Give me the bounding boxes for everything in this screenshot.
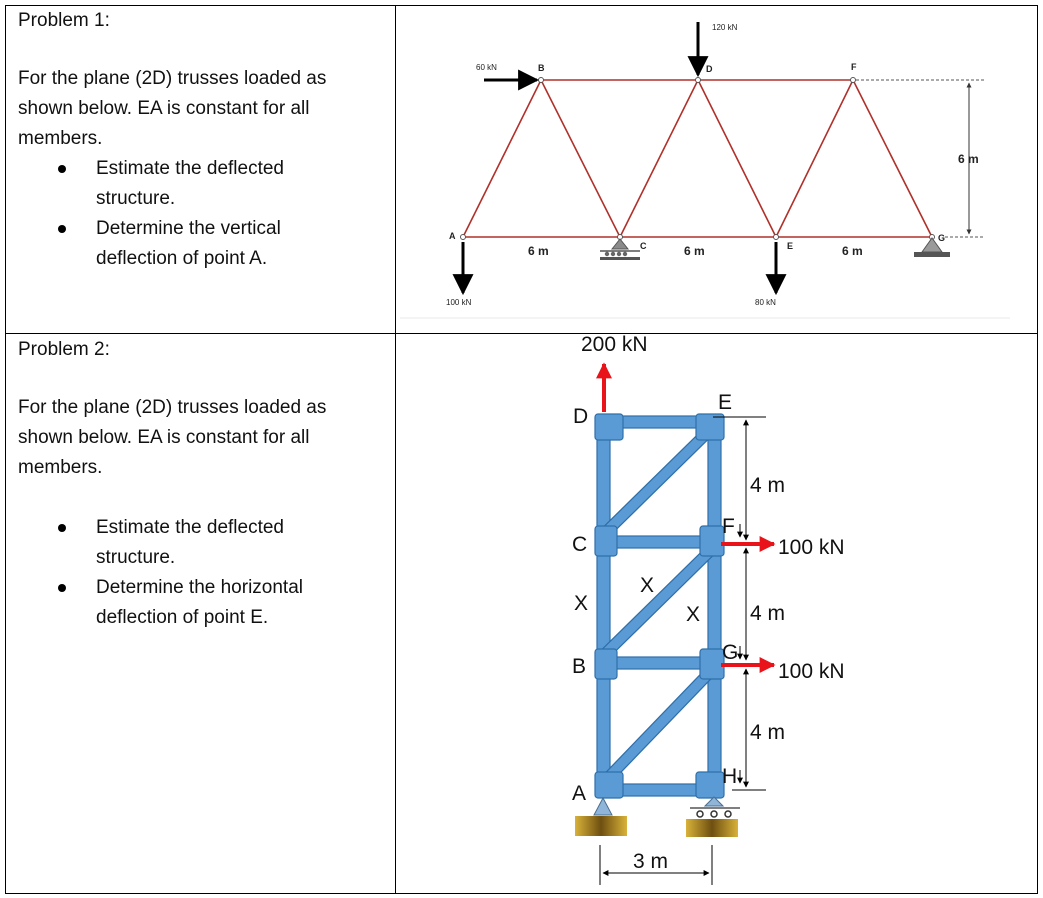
problem2-heading: Problem 2: <box>18 339 110 360</box>
member-CE-fill <box>606 428 712 532</box>
span-label-1: 6 m <box>528 244 549 258</box>
cross-mark-left: X <box>574 592 589 615</box>
node-label-A: A <box>449 231 456 241</box>
gusset-D <box>595 414 623 440</box>
member-FG <box>853 80 932 237</box>
node-label-C: C <box>640 241 647 251</box>
problem2-description: For the plane (2D) trusses loaded as shown below. EA is constant for all members. <box>18 397 327 478</box>
span-label-2: 6 m <box>684 244 705 258</box>
task-text: Determine the horizontal deflection of point E. <box>96 577 303 628</box>
problem1-heading: Problem 1: <box>18 10 110 31</box>
height-label: 6 m <box>958 152 979 166</box>
node-label-B: B <box>572 655 587 678</box>
problem1-description: For the plane (2D) trusses loaded as shown below. EA is constant for all members. <box>18 68 327 149</box>
joint-E <box>774 235 779 240</box>
member-DE <box>698 80 776 237</box>
problem1-truss-figure <box>396 6 1037 332</box>
dim-label-4m-3: 4 m <box>750 721 786 744</box>
task-text: Determine the vertical deflection of point A. <box>96 218 281 269</box>
bullet-icon <box>58 225 66 233</box>
node-label-F: F <box>851 62 857 72</box>
joint-A <box>461 235 466 240</box>
load-label-100kN-G: 100 kN <box>778 660 845 683</box>
gusset-A <box>595 772 623 798</box>
problem1-task-2 <box>58 214 358 274</box>
member-CD <box>620 80 698 237</box>
problem1-task-1 <box>58 154 358 214</box>
problem2-task-list <box>58 513 358 633</box>
load-label-60kN: 60 kN <box>476 63 497 72</box>
joint-B <box>539 78 544 83</box>
gusset-B <box>595 649 617 679</box>
gusset-H <box>696 772 724 798</box>
problem2-truss-figure <box>396 334 1037 894</box>
roller-support-C <box>600 239 640 260</box>
load-label-100kN: 100 kN <box>446 298 472 307</box>
member-AB <box>463 80 541 237</box>
problem1-text-cell <box>0 0 395 333</box>
dim-label-4m-2: 4 m <box>750 602 786 625</box>
node-label-B: B <box>538 63 545 73</box>
bullet-icon <box>58 584 66 592</box>
node-label-D: D <box>573 405 589 428</box>
gusset-E <box>696 414 724 440</box>
dim-label-3m: 3 m <box>633 850 669 873</box>
task-text: Estimate the deflected structure. <box>96 517 284 568</box>
node-label-C: C <box>572 533 588 556</box>
truss-members-blue <box>595 414 724 798</box>
cross-mark-right: X <box>686 603 701 626</box>
node-label-G: G <box>722 641 739 664</box>
joint-F <box>851 78 856 83</box>
member-BC <box>541 80 620 237</box>
node-label-E: E <box>787 241 794 251</box>
problem2-task-1 <box>58 513 358 573</box>
joint-D <box>696 78 701 83</box>
dimension-lines <box>600 417 766 885</box>
problem1-task-list <box>58 154 358 274</box>
truss-members <box>463 80 932 237</box>
gusset-G <box>700 649 724 679</box>
load-label-100kN-F: 100 kN <box>778 536 845 559</box>
member-AG-fill <box>606 670 712 780</box>
gusset-C <box>595 526 617 556</box>
bullet-icon <box>58 524 66 532</box>
member-AD <box>597 416 610 796</box>
span-label-3: 6 m <box>842 244 863 258</box>
node-label-G: G <box>938 233 946 243</box>
task-text: Estimate the deflected structure. <box>96 158 284 209</box>
roller-support-H <box>686 797 740 837</box>
problem2-task-2 <box>58 573 358 633</box>
node-label-F: F <box>722 515 735 538</box>
load-label-200kN: 200 kN <box>581 334 648 356</box>
node-label-D: D <box>706 64 713 74</box>
node-label-H: H <box>722 765 738 788</box>
node-label-E: E <box>718 391 733 414</box>
member-EF <box>776 80 853 237</box>
member-BF-fill <box>606 549 712 653</box>
dim-label-4m-1: 4 m <box>750 474 786 497</box>
load-label-120kN: 120 kN <box>712 23 738 32</box>
gusset-F <box>700 526 724 556</box>
node-label-A: A <box>572 782 587 805</box>
member-EH <box>708 416 721 796</box>
problem2-text-cell <box>0 333 395 894</box>
load-label-80kN: 80 kN <box>755 298 776 307</box>
bullet-icon <box>58 165 66 173</box>
cross-mark-diagonal: X <box>640 574 655 597</box>
